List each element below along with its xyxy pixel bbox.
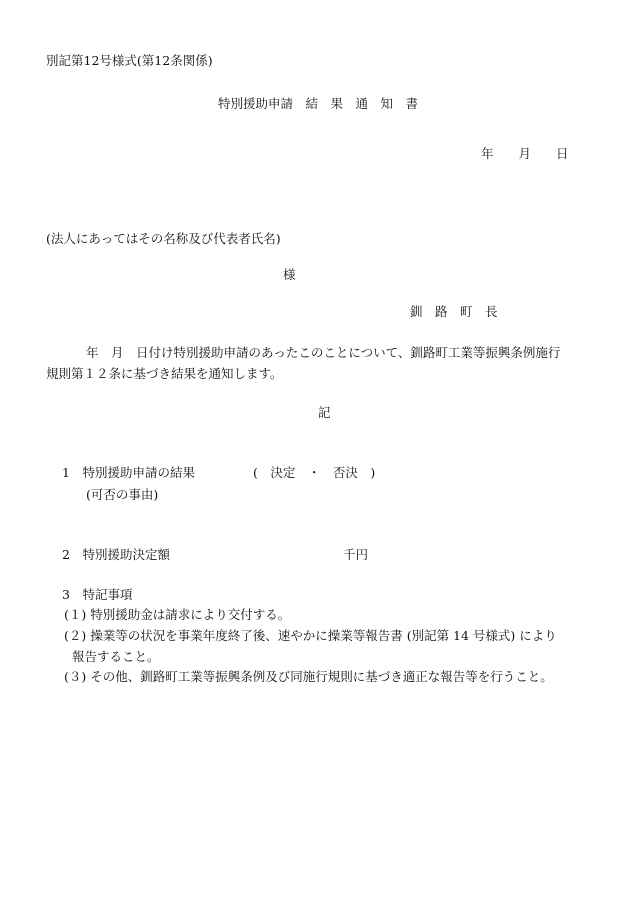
issuer-name: 釧 路 町 長 xyxy=(410,304,498,319)
special-note-2: (２) 操業等の状況を事業年度終了後、速やかに操業等報告書 (別記第 14 号様式) により xyxy=(64,628,557,643)
special-note-3: (３) その他、釧路町工業等振興条例及び同施行規則に基づき適正な報告等を行うこと。 xyxy=(64,669,553,684)
ki-heading: 記 xyxy=(318,405,331,420)
addressee-note: (法人にあってはその名称及び代表者氏名) xyxy=(46,231,281,246)
item-3-label: 3 特記事項 xyxy=(62,587,133,602)
date-line: 年 月 日 xyxy=(481,146,569,161)
special-note-2-continued: 報告すること。 xyxy=(72,649,160,664)
form-reference: 別記第12号様式(第12条関係) xyxy=(46,53,213,68)
item-1-label: 1 特別援助申請の結果 xyxy=(62,465,195,480)
item-1-decision-options: ( 決定 ・ 否決 ) xyxy=(253,465,376,480)
body-text-line-1: 年 月 日付け特別援助申請のあったこのことについて、釧路町工業等振興条例施行 xyxy=(86,345,561,360)
honorific: 様 xyxy=(283,267,296,282)
special-note-1: (１) 特別援助金は請求により交付する。 xyxy=(64,607,291,622)
body-text-line-2: 規則第１２条に基づき結果を通知します。 xyxy=(46,366,283,381)
item-1-reason-label: (可否の事由) xyxy=(86,487,159,502)
item-2-amount-unit: 千円 xyxy=(343,547,369,562)
document-title: 特別援助申請 結 果 通 知 書 xyxy=(218,96,419,111)
item-2-label: 2 特別援助決定額 xyxy=(62,547,170,562)
